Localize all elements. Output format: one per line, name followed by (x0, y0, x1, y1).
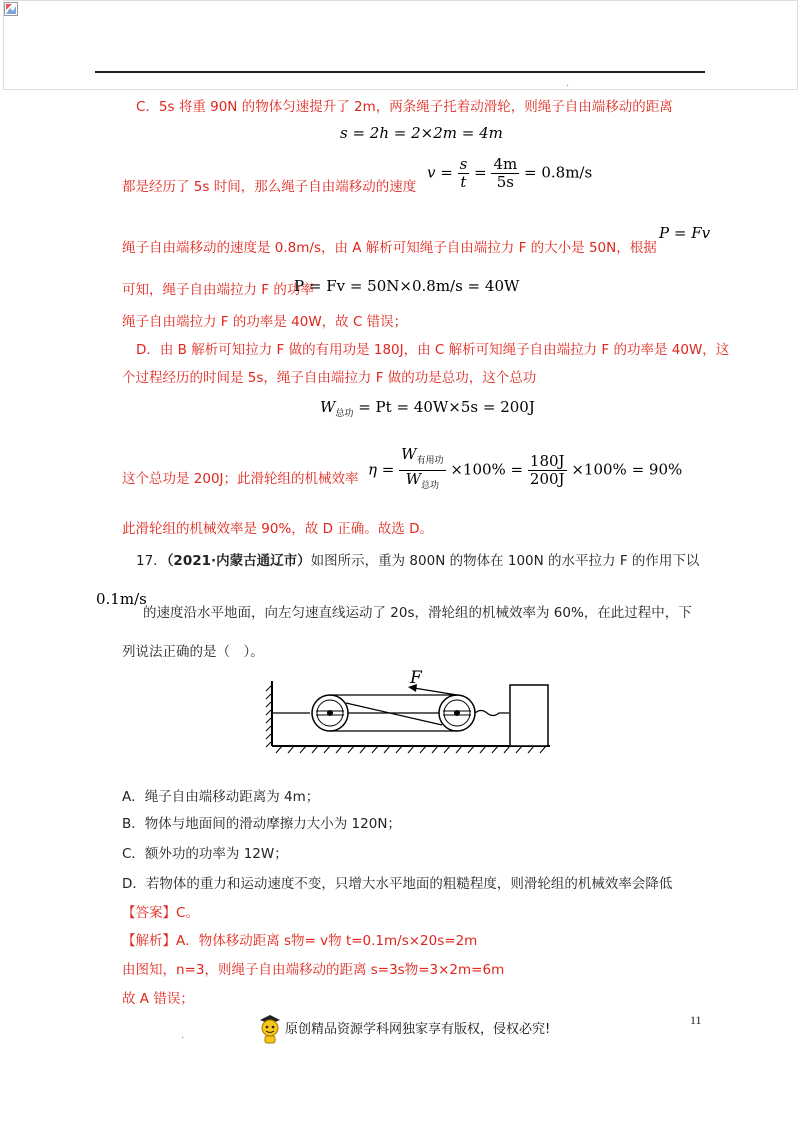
solution-c-line4: 可知，绳子自由端拉力 F 的功率 (122, 282, 314, 298)
footer-dot: . (181, 1030, 185, 1041)
question-number: 17． (136, 553, 167, 569)
question-17-line2: 的速度沿水平地面，向左匀速直线运动了 20s，滑轮组的机械效率为 60%，在此过程中，下 (143, 605, 692, 621)
formula-pfv: P = Fv (659, 224, 711, 242)
question-source: （2021·内蒙古通辽市） (166, 553, 311, 569)
answer: 【答案】C。 (122, 905, 199, 921)
analysis-a-line3: 故 A 错误； (122, 991, 194, 1007)
solution-d-line4: 此滑轮组的机械效率是 90%，故 D 正确。故选 D。 (122, 521, 433, 537)
formula-w-sub: 总功 (335, 409, 354, 419)
option-c: C．额外功的功率为 12W； (122, 846, 288, 862)
formula-eta-num-sub: 有用功 (416, 456, 444, 466)
solution-d-line1: D．由 B 解析可知拉力 F 做的有用功是 180J，由 C 解析可知绳子自由端拉力 F 的功率是 40W，这 (136, 342, 730, 358)
option-a: A．绳子自由端移动距离为 4m； (122, 789, 320, 805)
formula-v-den1: t (460, 173, 467, 191)
formula-v-den2: 5s (496, 173, 514, 191)
formula-eta-num: W (401, 445, 417, 463)
formula-v-num2: 4m (493, 155, 518, 173)
formula-eta-rhs: ×100% = 90% (571, 460, 683, 479)
footer-copyright: 原创精品资源学科网独家享有版权，侵权必究! (285, 1022, 551, 1037)
solution-c-line2: 都是经历了 5s 时间，那么绳子自由端移动的速度 (122, 179, 417, 195)
formula-eta-lhs: η = (368, 460, 395, 479)
question-speed: 0.1m/s (96, 590, 147, 608)
formula-eta-frac2 (528, 453, 567, 488)
question-text1: 如图所示，重为 800N 的物体在 100N 的水平拉力 F 的作用下以 (310, 553, 700, 569)
formula-eta-num2: 180J (529, 452, 565, 470)
formula-eta (368, 446, 682, 495)
formula-v-num1: s (459, 155, 468, 173)
figure-force-label: F (410, 668, 422, 688)
option-d: D．若物体的重力和运动速度不变，只增大水平地面的粗糙程度，则滑轮组的机械效率会降低 (122, 876, 673, 892)
solution-c-line5: 绳子自由端拉力 F 的功率是 40W，故 C 错误； (122, 314, 408, 330)
solution-d-line2: 个过程经历的时间是 5s，绳子自由端拉力 F 做的功是总功，这个总功 (122, 370, 537, 386)
formula-eta-den: W (405, 470, 422, 488)
solution-d-line3: 这个总功是 200J；此滑轮组的机械效率 (122, 471, 359, 487)
formula-v-rhs: = 0.8m/s (524, 163, 593, 182)
formula-w-sym: W (320, 398, 336, 416)
solution-c-line3: 绳子自由端移动的速度是 0.8m/s，由 A 解析可知绳子自由端拉力 F 的大小是 50N，根据 (122, 240, 657, 256)
mascot-logo-icon (257, 1013, 283, 1045)
header-dot: . (566, 78, 570, 89)
formula-v-eq: = (474, 163, 487, 182)
question-17-line3: 列说法正确的是（ ）。 (122, 644, 264, 660)
formula-eta-den-sub: 总功 (421, 481, 440, 491)
formula-w-rhs: = Pt = 40W×5s = 200J (358, 398, 535, 416)
analysis-a-line2: 由图知，n=3，则绳子自由端移动的距离 s=3s物=3×2m=6m (122, 962, 505, 978)
formula-v-lhs: v = (427, 163, 453, 182)
formula-s: s = 2h = 2×2m = 4m (340, 124, 503, 142)
header-frame (3, 0, 798, 90)
formula-eta-mid: ×100% = (450, 460, 524, 479)
formula-eta-den2: 200J (529, 470, 565, 488)
formula-v (427, 156, 592, 191)
formula-v-frac2 (491, 156, 519, 191)
header-rule (95, 71, 705, 73)
question-17-line1 (136, 552, 699, 570)
page-number: 11 (690, 1013, 702, 1027)
solution-c-line1: C．5s 将重 90N 的物体匀速提升了 2m，两条绳子托着动滑轮，则绳子自由端移动的距离 (136, 99, 673, 115)
broken-image-icon (4, 2, 18, 16)
analysis-a-line1: 【解析】A．物体移动距离 s物= v物 t=0.1m/s×20s=2m (122, 933, 478, 949)
formula-p: P = Fv = 50N×0.8m/s = 40W (294, 277, 520, 295)
option-b: B．物体与地面间的滑动摩擦力大小为 120N； (122, 816, 401, 832)
formula-eta-frac1 (399, 446, 445, 495)
formula-v-frac1 (458, 156, 470, 191)
formula-w-total (320, 398, 535, 419)
